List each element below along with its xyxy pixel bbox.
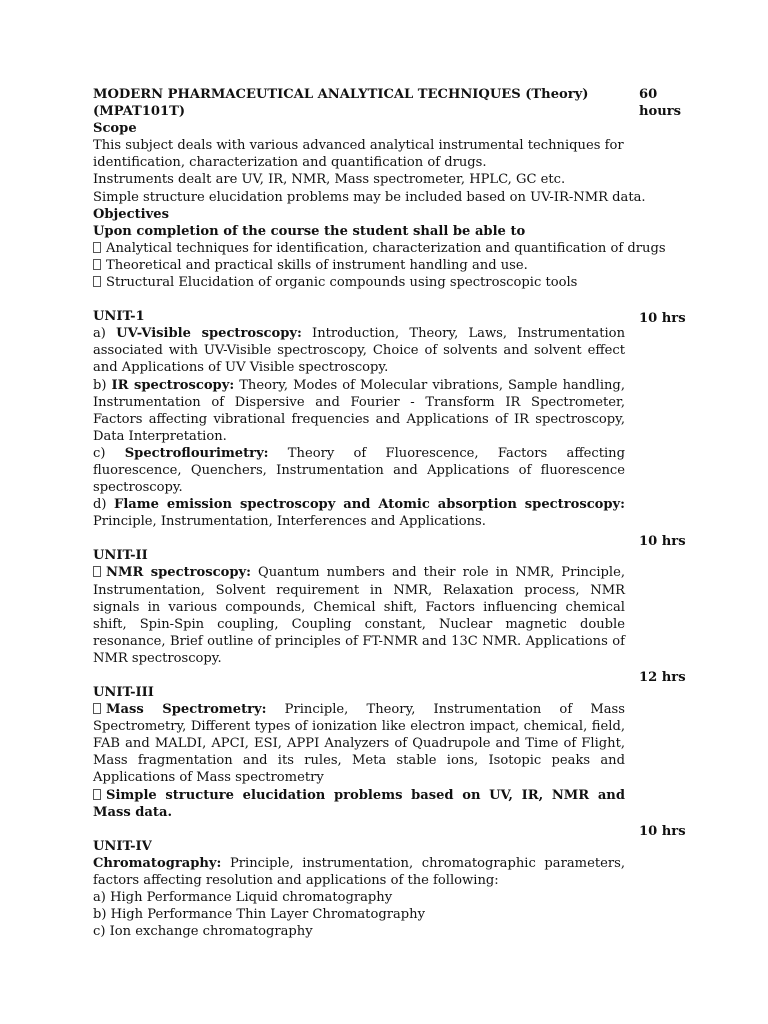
unit4-body: Chromatography: Principle, instrumentation, chromatographic parameters, factors affecting resolution and applications of the following: — [93, 855, 625, 888]
unit1-hours: 10 hrs — [639, 311, 686, 326]
unit2-hours: 10 hrs — [639, 534, 686, 549]
unit1-item-c: c) Spectroflourimetry: Theory of Fluorescence, Factors affecting fluorescence, Quenchers, Instrumentation and Applications of fluorescence spectroscopy. — [93, 445, 625, 496]
objective-item: Structural Elucidation of organic compounds using spectroscopic tools — [93, 274, 625, 291]
bullet-box-icon — [93, 242, 101, 253]
unit2-body: NMR spectroscopy: Quantum numbers and their role in NMR, Principle, Instrumentation, Solvent requirement in NMR, Relaxation process, NMR signals in various compounds, Chemical shift, Factors influencing chemical shift, Spin-Spin coupling, Coupling constant, Nuclear magnetic double resonance, Brief outline of principles of FT-NMR and 13C NMR. Applications of NMR spectroscopy. — [93, 565, 625, 666]
unit2-title: UNIT-II — [93, 548, 148, 564]
unit3-problems: Simple structure elucidation problems based on UV, IR, NMR and Mass data. — [93, 787, 625, 820]
objectives-heading: Objectives — [93, 206, 169, 222]
unit1-title: UNIT-1 — [93, 309, 145, 325]
scope-heading: Scope — [93, 121, 137, 137]
objectives-intro: Upon completion of the course the student shall be able to — [93, 223, 526, 239]
unit4-title: UNIT-IV — [93, 838, 152, 854]
course-code: (MPAT101T) — [93, 104, 186, 120]
scope-line: Simple structure elucidation problems may be included based on UV-IR-NMR data. — [93, 189, 646, 205]
unit3-body: Mass Spectrometry: Principle, Theory, Instrumentation of Mass Spectrometry, Different types of ionization like electron impact, chemical, field, FAB and MALDI, APCI, ESI, APPI Analyzers of Quadrupole and Time of Flight, Mass fragmentation and its rules, Meta stable ions, Isotopic peaks and Applications of Mass spectrometry — [93, 702, 625, 786]
objective-item: Theoretical and practical skills of instrument handling and use. — [93, 257, 625, 274]
course-title: MODERN PHARMACEUTICAL ANALYTICAL TECHNIQUES (Theory) — [93, 87, 589, 102]
course-hours-unit: hours — [639, 104, 682, 120]
unit4-item: c) Ion exchange chromatography — [93, 924, 313, 940]
scope-line: This subject deals with various advanced analytical instrumental techniques for identification, characterization and quantification of drugs. — [93, 138, 624, 171]
unit4-item: b) High Performance Thin Layer Chromatography — [93, 907, 425, 923]
course-hours — [639, 86, 681, 120]
course-hours-value: 60 — [639, 87, 658, 102]
bullet-box-icon — [93, 276, 101, 287]
bullet-box-icon — [93, 703, 101, 714]
unit3-hours: 12 hrs — [639, 670, 686, 685]
bullet-box-icon — [93, 259, 101, 270]
objective-item: Analytical techniques for identification, characterization and quantification of drugs — [93, 240, 625, 257]
bullet-box-icon — [93, 566, 101, 577]
unit4-item: a) High Performance Liquid chromatography — [93, 890, 393, 906]
unit1-item-d: d) Flame emission spectroscopy and Atomic absorption spectroscopy: Principle, Instrumentation, Interferences and Applications. — [93, 497, 625, 530]
bullet-box-icon — [93, 789, 101, 800]
unit4-hours: 10 hrs — [639, 824, 686, 839]
scope-line: Instruments dealt are UV, IR, NMR, Mass spectrometer, HPLC, GC etc. — [93, 172, 566, 188]
unit3-title: UNIT-III — [93, 685, 154, 700]
unit1-item-a: a) UV-Visible spectroscopy: Introduction, Theory, Laws, Instrumentation associated with UV-Visible spectroscopy, Choice of solvents and solvent effect and Applications of UV Visible spectroscopy. — [93, 326, 625, 376]
unit1-item-b: b) IR spectroscopy: Theory, Modes of Molecular vibrations, Sample handling, Instrumentation of Dispersive and Fourier - Transform IR Spectrometer, Factors affecting vibrational frequencies and Applications of IR spectroscopy, Data Interpretation. — [93, 377, 625, 444]
